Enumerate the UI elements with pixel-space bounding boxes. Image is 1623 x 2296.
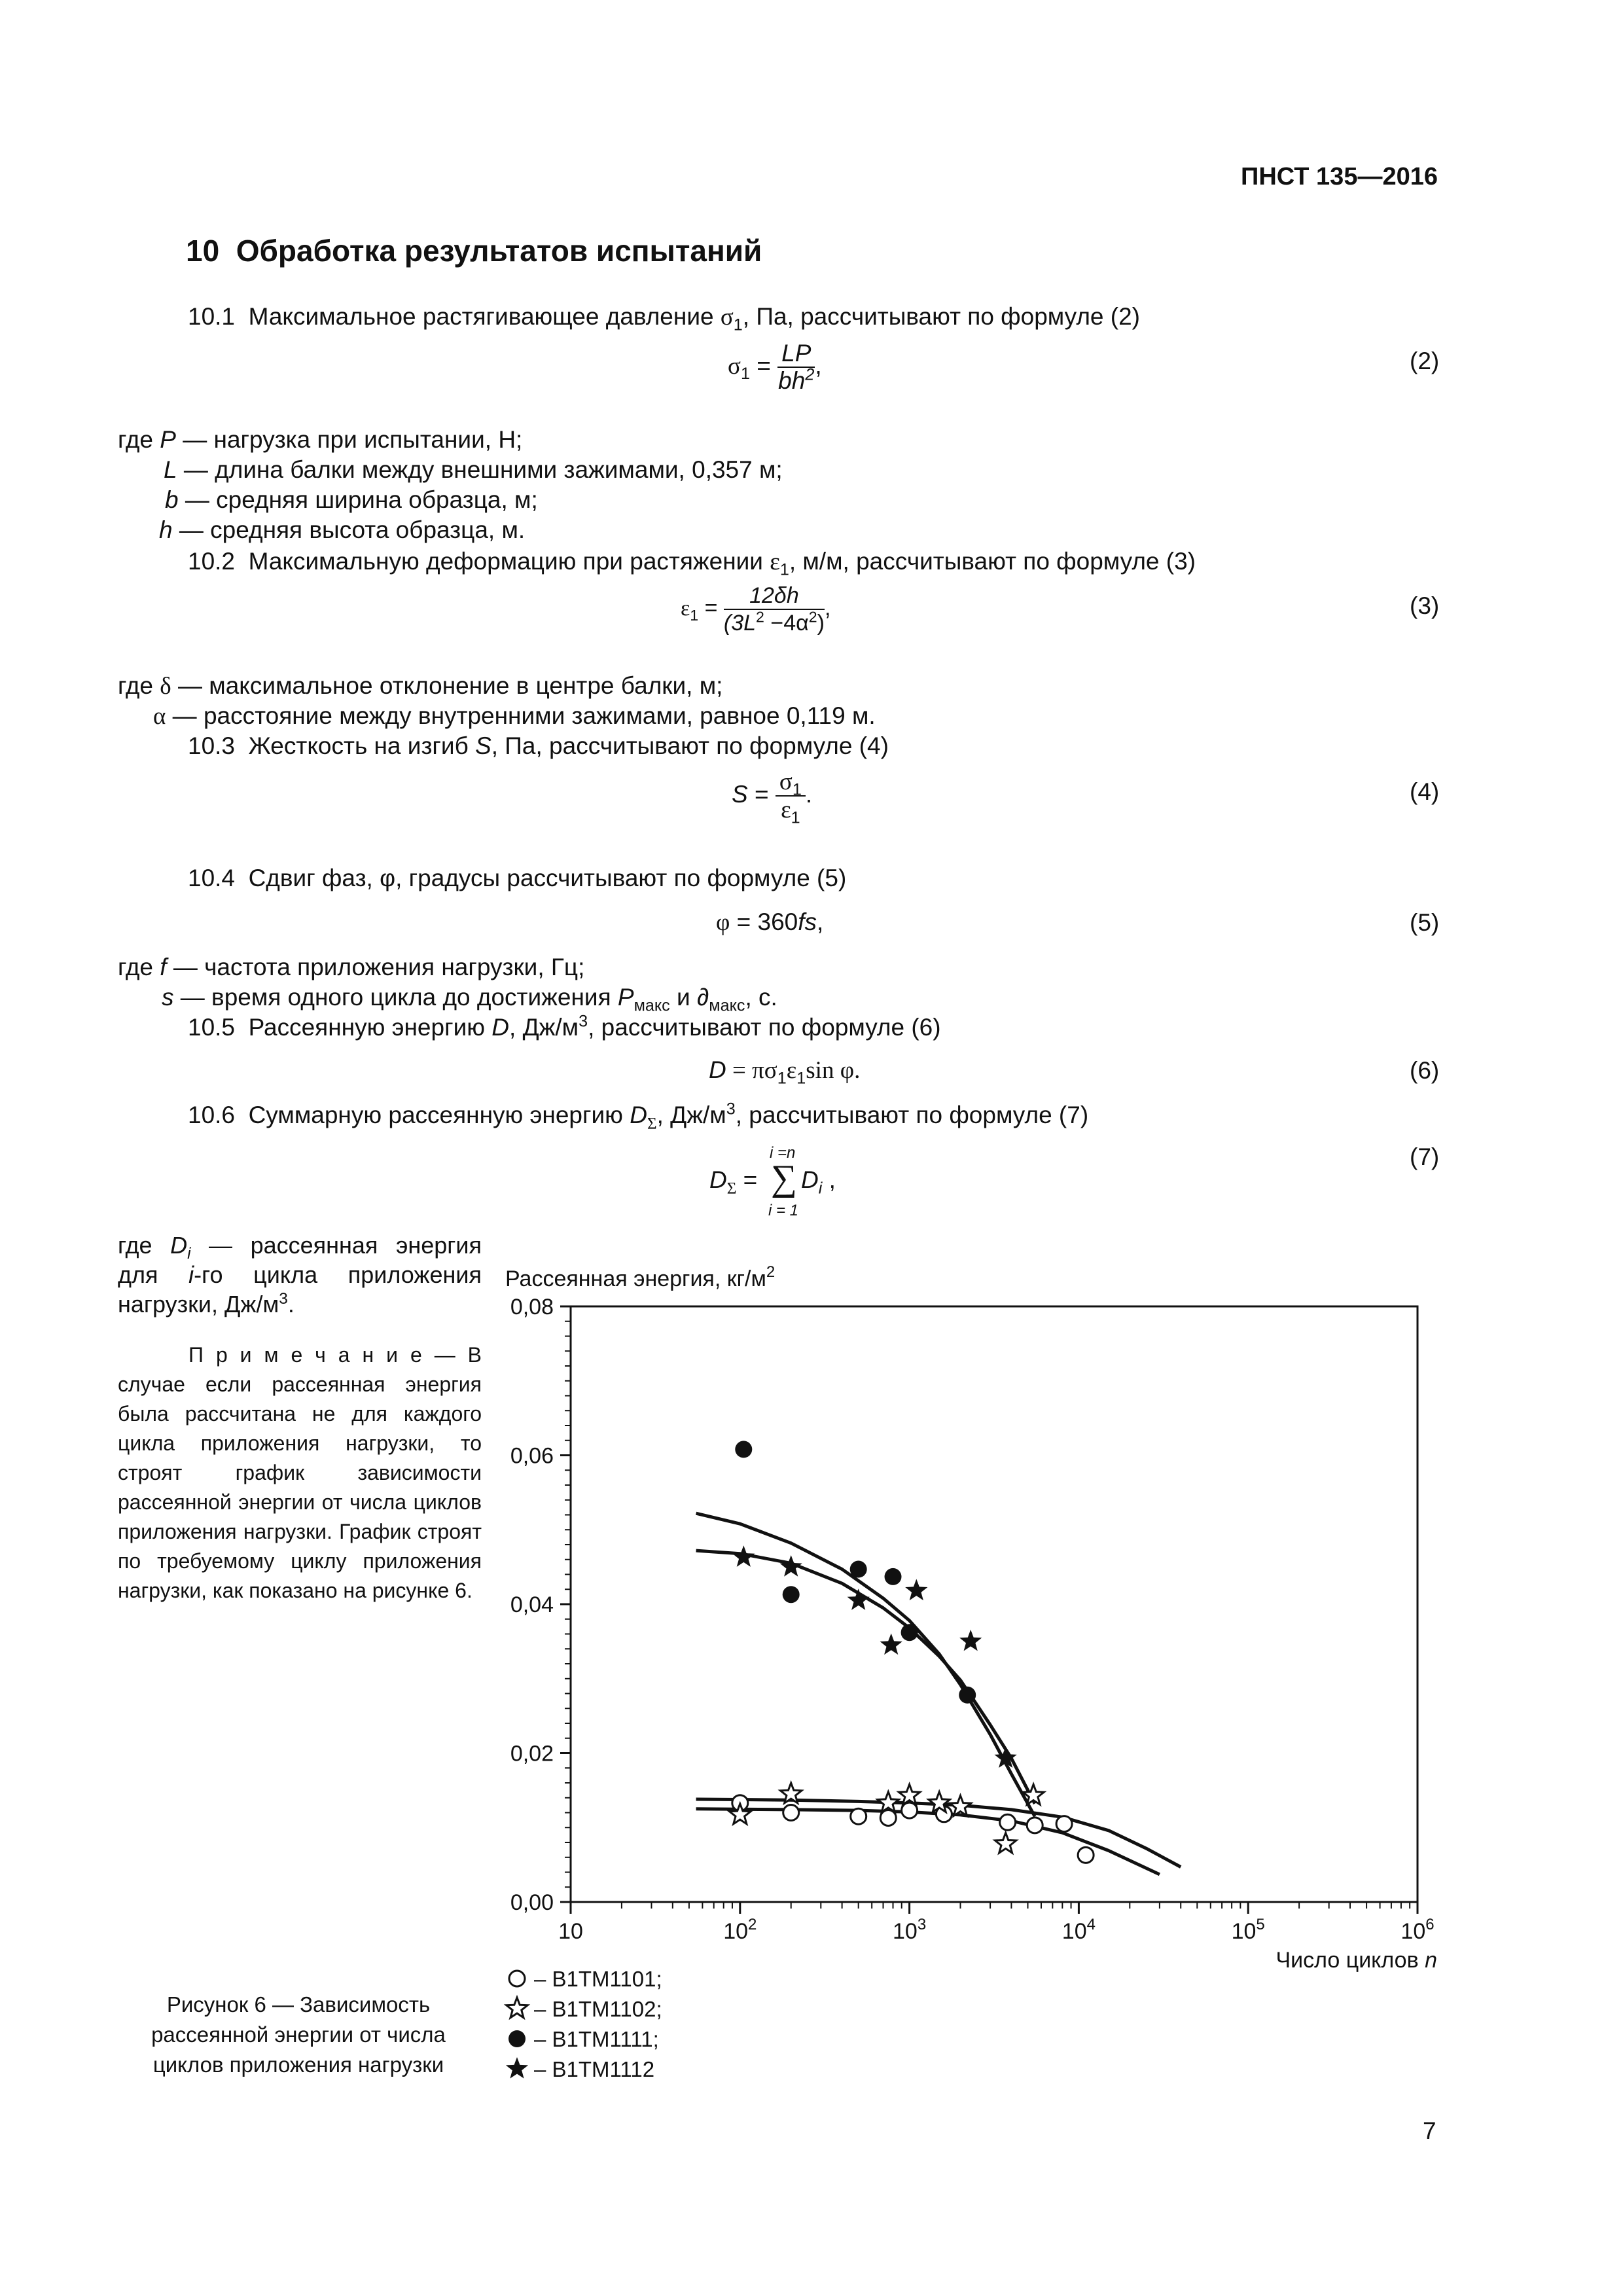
formula-tail: . (805, 780, 813, 808)
clause-number: 10.3 (188, 732, 236, 759)
formula-tail: , (824, 595, 831, 620)
clause-number: 10.5 (188, 1014, 236, 1041)
x-tick-label: $10^2$ (723, 1916, 757, 1944)
symbol: S (475, 732, 491, 759)
legend-text: — расстояние между внутренними зажимами, равное 0,119 м. (166, 702, 876, 729)
page-number: 7 (1423, 2117, 1436, 2144)
data-point (905, 1579, 927, 1601)
sum-upper-limit: i =n (770, 1144, 796, 1162)
note-text: В случае если рассеянная энергия была рассчитана не для каждого цикла приложения нагрузки, то строят график зависимости рассеянной энергии от числа циклов приложения нагрузки. График строят по требуемому циклу приложения нагрузки, как показано на рисунке 6. (118, 1343, 482, 1602)
sum-term-text: D (801, 1166, 819, 1193)
formula-var: fs (798, 908, 817, 935)
superscript: 3 (579, 1012, 588, 1031)
data-point (950, 1795, 971, 1816)
data-point (878, 1792, 899, 1812)
formula-3-ref: (3) (1410, 592, 1440, 619)
formula-tail: sin φ. (806, 1057, 861, 1084)
legend-text: — максимальное отклонение в центре балки, м; (171, 672, 723, 699)
data-point (959, 1687, 976, 1704)
y-tick-label: 0,08 (510, 1295, 554, 1319)
superscript: 3 (726, 1100, 736, 1119)
x-axis-label: Число циклов n (1275, 1948, 1437, 1973)
x-tick-label: 10 (558, 1919, 583, 1944)
subscript: 1 (791, 808, 800, 827)
formula-6-ref: (6) (1410, 1057, 1440, 1084)
clause-number: 10.6 (188, 1102, 236, 1128)
paragraph-text: Максимальное растягивающее давление (248, 303, 721, 330)
formula-tail: , (822, 1166, 836, 1193)
where-text: где (118, 1232, 171, 1259)
symbol: D (170, 1232, 188, 1259)
paragraph-text: , Дж/м (656, 1102, 726, 1128)
superscript: 2 (756, 608, 764, 626)
superscript: 2 (805, 365, 815, 384)
legend-label: – B1TM1111; (534, 2027, 659, 2051)
subscript: 1 (792, 780, 802, 799)
subscript: 1 (690, 606, 699, 624)
legend-marker (507, 1998, 527, 2018)
symbol: D (491, 1014, 510, 1041)
y-axis-label: Рассеянная энергия, $кг/м^2$ (505, 1263, 776, 1291)
legend-marker (509, 1971, 525, 1986)
paragraph-text: Суммарную рассеянную энергию (248, 1102, 630, 1128)
note-label: П р и м е ч а н и е — (188, 1343, 468, 1367)
formula-5-ref: (5) (1410, 909, 1440, 936)
clause-number: 10.1 (188, 303, 236, 330)
data-point (901, 1624, 918, 1641)
clause-number: 10.2 (188, 548, 236, 575)
formula-body: = πσ (726, 1057, 777, 1084)
paragraph-text: , Па, рассчитывают по формуле (2) (742, 303, 1140, 330)
legend-symbol: b (165, 486, 179, 513)
denominator-text: (3L (723, 611, 757, 636)
where-text: — рассеянная энергия для (118, 1232, 482, 1288)
y-tick-label: 0,04 (510, 1592, 554, 1617)
legend-symbol: L (164, 456, 177, 483)
subscript: 1 (779, 560, 789, 579)
subscript: 1 (777, 1069, 787, 1088)
legend-symbol: P (160, 426, 176, 453)
legend-label: – B1TM1112 (534, 2057, 655, 2081)
data-point (959, 1630, 982, 1651)
y-tick-label: 0,00 (510, 1890, 554, 1915)
legend-marker (508, 2030, 526, 2047)
paragraph-text: Максимальную деформацию при растяжении (248, 548, 770, 575)
x-tick-label: $10^3$ (893, 1916, 927, 1944)
sum-sign: ∑ (771, 1158, 797, 1198)
data-point (885, 1568, 902, 1585)
legend-text: и (669, 984, 697, 1011)
numerator-text: σ (779, 768, 793, 795)
equals-sign: = (749, 351, 778, 379)
formula-body: = 360 (730, 908, 798, 935)
symbol: σ (720, 304, 734, 331)
formula-lhs: φ (716, 909, 730, 936)
subscript: 1 (796, 1069, 806, 1088)
where-text: . (287, 1291, 294, 1318)
paragraph-text: Сдвиг фаз, φ, градусы рассчитывают по формуле (5) (248, 865, 847, 891)
standard-id: ПНСТ 135—2016 (1241, 163, 1438, 190)
formula-lhs: D (709, 1056, 726, 1083)
data-point (851, 1808, 866, 1824)
legend-text: — частота приложения нагрузки, Гц; (166, 954, 585, 980)
where-text: -го цикла приложения нагрузки, Дж/м (118, 1261, 482, 1318)
symbol: D (630, 1102, 647, 1128)
data-point (1000, 1814, 1016, 1830)
equals-sign: = (698, 595, 724, 620)
paragraph-text: , Дж/м (509, 1014, 579, 1041)
fit-curve (696, 1809, 1160, 1874)
formula-2-ref: (2) (1410, 348, 1440, 374)
legend-label: – B1TM1102; (534, 1997, 662, 2021)
data-point (880, 1634, 902, 1655)
paragraph-text: , рассчитывают по формуле (7) (735, 1102, 1089, 1128)
x-tick-label: $10^4$ (1061, 1916, 1096, 1944)
data-point (1056, 1816, 1072, 1832)
x-tick-label: $10^6$ (1400, 1916, 1435, 1944)
data-point (850, 1561, 867, 1578)
legend-text: — средняя ширина образца, м; (178, 486, 538, 513)
paragraph-text: Жесткость на изгиб (248, 732, 476, 759)
legend-symbol: h (159, 516, 173, 543)
plot-frame (571, 1306, 1418, 1902)
symbol: P (617, 984, 634, 1011)
legend-symbol: s (162, 984, 174, 1011)
section-title: Обработка результатов испытаний (236, 234, 762, 268)
subscript: i (818, 1179, 823, 1198)
formula-7-ref: (7) (1410, 1143, 1440, 1170)
subscript: макс (633, 996, 670, 1015)
data-point (732, 1545, 755, 1567)
formula-body: ε (786, 1057, 797, 1084)
subscript: Σ (647, 1115, 657, 1133)
symbol: ∂ (697, 984, 709, 1011)
legend-intro: где (118, 426, 160, 453)
subscript: Σ (726, 1179, 737, 1198)
subscript: макс (709, 996, 745, 1015)
subscript: 1 (740, 365, 750, 384)
denominator-text: −4α (764, 611, 809, 636)
paragraph-text: , Па, рассчитывают по формуле (4) (491, 732, 889, 759)
legend-text: , с. (745, 984, 777, 1011)
subscript: i (187, 1245, 191, 1263)
legend-label: – B1TM1101; (534, 1967, 662, 1991)
formula-lhs-text: D (709, 1166, 727, 1193)
formula-lhs: S (732, 780, 748, 808)
legend-text: — средняя высота образца, м. (172, 516, 526, 543)
formula-4-ref: (4) (1410, 778, 1440, 805)
legend-symbol: δ (160, 673, 171, 700)
symbol: i (188, 1261, 194, 1288)
symbol: ε (770, 548, 780, 575)
legend-text: — длина балки между внешними зажимами, 0,357 м; (177, 456, 783, 483)
fit-curve (696, 1551, 1035, 1804)
data-point (995, 1833, 1016, 1853)
superscript: 2 (808, 608, 817, 626)
data-point (1078, 1847, 1094, 1863)
legend-symbol: f (160, 954, 167, 980)
figure-caption: Рисунок 6 — Зависимость рассеянной энергии от числа циклов приложения нагрузки (151, 1992, 446, 2077)
data-point (1027, 1818, 1043, 1833)
denominator-text: ε (781, 797, 791, 823)
denominator-text: ) (817, 611, 825, 636)
subscript: 1 (733, 315, 743, 334)
y-tick-label: 0,02 (510, 1741, 554, 1767)
legend-text: — нагрузка при испытании, Н; (175, 426, 523, 453)
formula-lhs: σ (728, 352, 741, 380)
data-point (783, 1586, 800, 1603)
paragraph-text: , рассчитывают по формуле (6) (588, 1014, 941, 1041)
y-tick-label: 0,06 (510, 1443, 554, 1469)
legend-symbol: α (153, 703, 166, 730)
formula-tail: , (815, 351, 822, 379)
legend-marker (506, 2057, 528, 2079)
section-number: 10 (186, 234, 220, 268)
paragraph-text: , м/м, рассчитывают по формуле (3) (789, 548, 1196, 575)
x-tick-label: $10^5$ (1231, 1916, 1265, 1944)
formula-lhs: ε (681, 596, 690, 620)
data-point (847, 1588, 870, 1610)
clause-number: 10.4 (188, 865, 236, 891)
data-point (780, 1555, 802, 1577)
formula-tail: , (817, 908, 824, 935)
sum-lower-limit: i = 1 (768, 1202, 799, 1219)
numerator: LP (777, 340, 815, 368)
data-point (783, 1805, 799, 1821)
denominator-text: bh (778, 367, 806, 394)
paragraph-text: Рассеянную энергию (248, 1014, 492, 1041)
legend-intro: где (118, 954, 160, 980)
legend-intro: где (118, 672, 160, 699)
equals-sign: = (747, 780, 776, 808)
numerator: 12δh (724, 583, 825, 610)
data-point (735, 1441, 752, 1458)
legend-text: — время одного цикла до достижения (173, 984, 618, 1011)
equals-sign: = (736, 1166, 758, 1193)
superscript: 3 (279, 1290, 288, 1308)
